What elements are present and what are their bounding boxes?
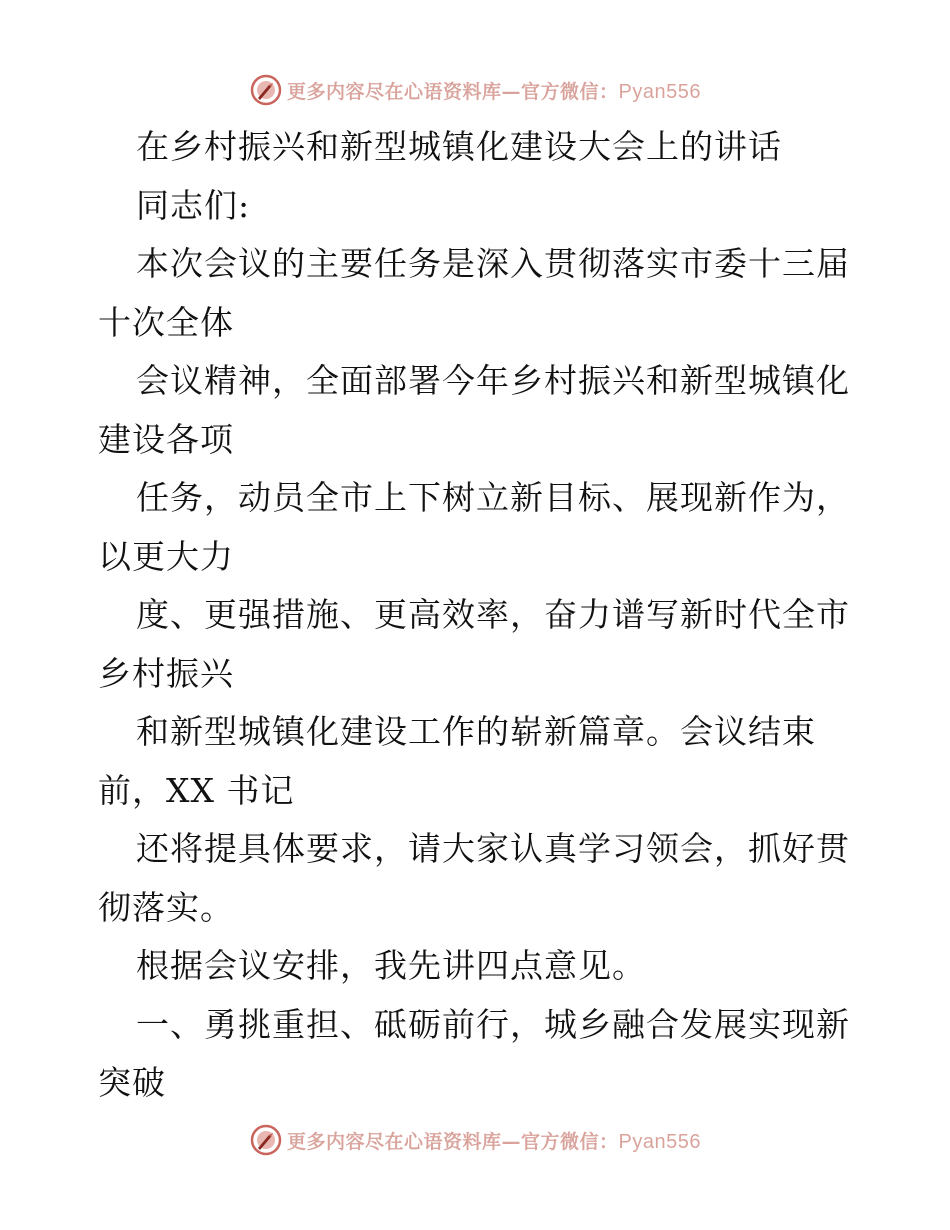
paragraph-line: 度、更强措施、更高效率，奋力谱写新时代全市 — [136, 595, 850, 634]
pen-nib-circle-icon — [249, 1123, 283, 1157]
paragraph-line: 以更大力 — [98, 536, 234, 576]
watermark-wechat-id: Pyan556 — [618, 80, 701, 103]
paragraph-line: 十次全体 — [98, 302, 234, 342]
watermark-label: 更多内容尽在心语资料库—官方微信： — [287, 80, 619, 103]
paragraph-line: 本次会议的主要任务是深入贯彻落实市委十三届 — [136, 244, 850, 283]
watermark-text — [287, 1127, 701, 1154]
salutation: 同志们: — [136, 185, 251, 225]
paragraph-line: 前，XX 书记 — [98, 770, 295, 810]
paragraph-line: 一、勇挑重担、砥砺前行，城乡融合发展实现新 — [136, 1004, 850, 1044]
header-watermark — [0, 70, 950, 110]
footer-watermark — [0, 1120, 950, 1160]
paragraph-line: 乡村振兴 — [98, 653, 234, 693]
document-body — [98, 118, 858, 1113]
paragraph-line: 还将提具体要求，请大家认真学习领会，抓好贯 — [136, 829, 850, 868]
watermark-text — [287, 77, 701, 104]
paragraph-line: 任务，动员全市上下树立新目标、展现新作为， — [136, 478, 850, 517]
watermark-label: 更多内容尽在心语资料库—官方微信： — [287, 1130, 619, 1153]
paragraph-line: 根据会议安排，我先讲四点意见。 — [136, 946, 646, 985]
document-title: 在乡村振兴和新型城镇化建设大会上的讲话 — [136, 127, 782, 166]
paragraph-line: 和新型城镇化建设工作的崭新篇章。会议结束 — [136, 712, 816, 751]
watermark-wechat-id: Pyan556 — [618, 1130, 701, 1153]
paragraph-line: 彻落实。 — [98, 887, 234, 927]
pen-nib-circle-icon — [249, 73, 283, 107]
paragraph-line: 会议精神，全面部署今年乡村振兴和新型城镇化 — [136, 361, 850, 400]
paragraph-line: 突破 — [98, 1063, 166, 1102]
paragraph-line: 建设各项 — [98, 419, 234, 459]
